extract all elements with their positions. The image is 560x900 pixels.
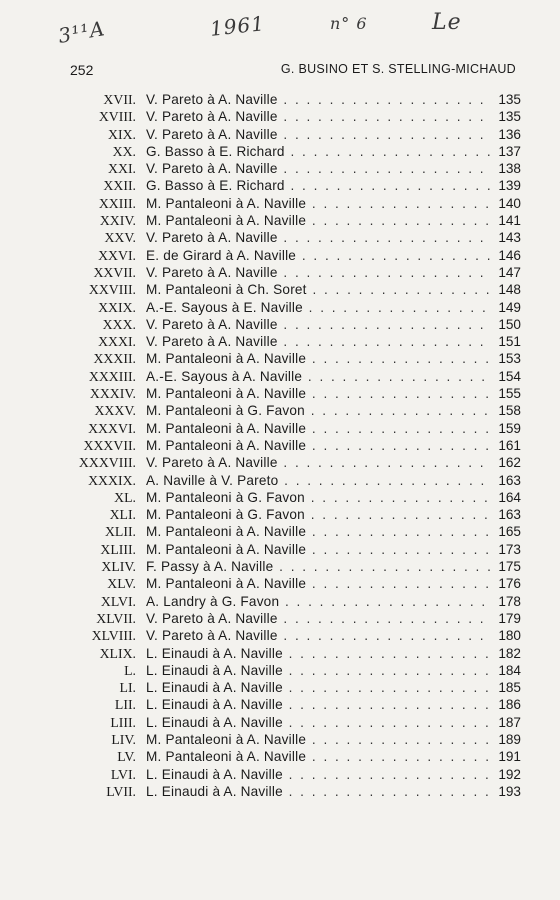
entry-title: M. Pantaleoni à Ch. Soret . . .: [146, 281, 491, 298]
entry-title: M. Pantaleoni à A. Naville . . .: [146, 385, 491, 402]
entry-title: M. Pantaleoni à A. Naville . . .: [146, 575, 491, 592]
entry-number: LVI.: [110, 766, 136, 782]
entry-title: L. Einaudi à A. Naville . . .: [146, 766, 491, 783]
entry-page: 135: [498, 92, 521, 107]
entry-number: XXXIV.: [89, 386, 136, 402]
entry-title: M. Pantaleoni à G. Favon . . .: [146, 402, 491, 419]
entry-number: XXIII.: [98, 195, 136, 211]
entry-title: V. Pareto à A. Naville . . .: [146, 108, 491, 125]
toc-entry: [70, 454, 521, 471]
entry-title: V. Pareto à A. Naville . . .: [146, 627, 491, 644]
entry-number: XXVII.: [93, 264, 136, 280]
entry-number: LII.: [114, 697, 136, 713]
handwritten-annotation: n° 6: [330, 14, 368, 33]
entry-title: V. Pareto à A. Naville . . .: [146, 126, 491, 143]
entry-page: 161: [498, 437, 521, 453]
entry-number: XXXVI.: [88, 420, 136, 436]
handwritten-annotation: 3¹¹A: [56, 16, 107, 48]
entry-page: 193: [498, 783, 521, 799]
entry-title: L. Einaudi à A. Naville . . .: [146, 783, 491, 800]
toc-entry: [70, 91, 521, 108]
entry-page: 186: [498, 697, 521, 713]
entry-number: L.: [124, 662, 136, 678]
entry-page: 149: [498, 299, 521, 315]
toc-entry: [70, 177, 521, 194]
entry-number: XVIII.: [98, 109, 136, 125]
toc-entry: [70, 160, 521, 177]
entry-title: V. Pareto à A. Naville . . .: [146, 610, 491, 627]
entry-page: 191: [498, 749, 521, 765]
toc-entry: [70, 195, 521, 212]
toc-entry: [70, 420, 521, 437]
entry-title: A.-E. Sayous à E. Naville . . .: [146, 299, 491, 316]
entry-page: 150: [498, 316, 521, 332]
toc-entry: [70, 575, 521, 592]
toc-entry: [70, 766, 521, 783]
page-header: [70, 62, 516, 82]
entry-title: L. Einaudi à A. Naville . . .: [146, 714, 491, 731]
entry-title: A.-E. Sayous à A. Naville . . .: [146, 368, 491, 385]
entry-title: M. Pantaleoni à G. Favon . . .: [146, 506, 491, 523]
entry-page: 148: [498, 282, 521, 298]
entry-page: 178: [498, 593, 521, 609]
entry-number: XXIV.: [99, 213, 136, 229]
entry-page: 184: [498, 662, 521, 678]
toc-entry: [70, 679, 521, 696]
entry-number: LI.: [119, 680, 136, 696]
entry-title: M. Pantaleoni à A. Naville . . .: [146, 541, 491, 558]
entry-title: M. Pantaleoni à A. Naville . . .: [146, 212, 491, 229]
entry-number: XXXIII.: [88, 368, 136, 384]
entry-number: LV.: [117, 749, 136, 765]
entry-title: L. Einaudi à A. Naville . . .: [146, 679, 491, 696]
toc-entry: [70, 731, 521, 748]
entry-title: M. Pantaleoni à A. Naville . . .: [146, 350, 491, 367]
entry-page: 185: [498, 680, 521, 696]
entry-number: XLIV.: [101, 559, 136, 575]
entry-title: V. Pareto à A. Naville . . .: [146, 454, 491, 471]
entry-number: XXIX.: [98, 299, 136, 315]
entry-page: 163: [498, 472, 521, 488]
toc-entry: [70, 541, 521, 558]
toc-entry: [70, 748, 521, 765]
toc-entry: [70, 627, 521, 644]
entry-number: XXV.: [104, 230, 136, 246]
entry-page: 151: [498, 334, 521, 350]
entry-title: M. Pantaleoni à A. Naville . . .: [146, 420, 491, 437]
entry-title: A. Landry à G. Favon . . .: [146, 593, 491, 610]
entry-page: 147: [498, 264, 521, 280]
entry-page: 164: [498, 489, 521, 505]
entry-page: 163: [498, 507, 521, 523]
entry-title: M. Pantaleoni à A. Naville . . .: [146, 195, 491, 212]
entry-page: 192: [498, 766, 521, 782]
toc-entry: [70, 126, 521, 143]
entry-title: G. Basso à E. Richard . . .: [146, 143, 491, 160]
entry-number: XIX.: [108, 126, 136, 142]
entry-number: XLV.: [107, 576, 136, 592]
entry-page: 143: [498, 230, 521, 246]
entry-page: 187: [498, 714, 521, 730]
entry-number: XXI.: [108, 161, 136, 177]
entry-page: 159: [498, 420, 521, 436]
toc-entry: [70, 472, 521, 489]
entry-title: V. Pareto à A. Naville . . .: [146, 264, 491, 281]
entry-page: 158: [498, 403, 521, 419]
entry-title: V. Pareto à A. Naville . . .: [146, 160, 491, 177]
entry-number: LVII.: [106, 783, 136, 799]
entry-page: 138: [498, 161, 521, 177]
entry-number: XXVIII.: [88, 282, 136, 298]
entry-title: A. Naville à V. Pareto . . .: [146, 472, 491, 489]
entry-number: LIV.: [111, 731, 136, 747]
entry-page: 189: [498, 731, 521, 747]
toc-entry: [70, 143, 521, 160]
entry-page: 180: [498, 628, 521, 644]
entry-title: M. Pantaleoni à A. Naville . . .: [146, 731, 491, 748]
toc-entry: [70, 316, 521, 333]
entry-page: 162: [498, 455, 521, 471]
toc-entry: [70, 350, 521, 367]
entry-number: XXXIX.: [88, 472, 136, 488]
entry-page: 153: [498, 351, 521, 367]
entry-number: XLIX.: [99, 645, 136, 661]
entry-number: XXXI.: [98, 334, 136, 350]
toc-entry: [70, 783, 521, 800]
toc-entry: [70, 108, 521, 125]
entry-title: V. Pareto à A. Naville . . .: [146, 316, 491, 333]
toc-entry: [70, 229, 521, 246]
entry-number: XLI.: [109, 507, 136, 523]
handwritten-annotation: 1961: [208, 11, 267, 41]
entry-title: M. Pantaleoni à A. Naville . . .: [146, 437, 491, 454]
entry-page: 139: [498, 178, 521, 194]
toc-entry: [70, 333, 521, 350]
entry-number: XXII.: [103, 178, 136, 194]
entry-number: XXXV.: [94, 403, 136, 419]
toc-entry: [70, 714, 521, 731]
toc-entry: [70, 247, 521, 264]
table-of-contents: [70, 91, 521, 800]
entry-page: 179: [498, 610, 521, 626]
toc-entry: [70, 696, 521, 713]
entry-number: XX.: [112, 143, 136, 159]
entry-number: LIII.: [110, 714, 136, 730]
entry-page: 173: [498, 541, 521, 557]
toc-entry: [70, 662, 521, 679]
page-number: 252: [70, 62, 94, 78]
entry-title: V. Pareto à A. Naville . . .: [146, 91, 491, 108]
entry-title: G. Basso à E. Richard . . .: [146, 177, 491, 194]
toc-entry: [70, 645, 521, 662]
toc-entry: [70, 610, 521, 627]
entry-title: M. Pantaleoni à G. Favon . . .: [146, 489, 491, 506]
toc-entry: [70, 212, 521, 229]
toc-entry: [70, 264, 521, 281]
entry-page: 182: [498, 645, 521, 661]
entry-page: 141: [498, 213, 521, 229]
entry-number: XL.: [114, 489, 136, 505]
entry-title: M. Pantaleoni à A. Naville . . .: [146, 523, 491, 540]
running-head: G. BUSINO ET S. STELLING-MICHAUD: [280, 62, 516, 76]
entry-title: L. Einaudi à A. Naville . . .: [146, 645, 491, 662]
entry-number: XXXII.: [93, 351, 136, 367]
entry-number: XXX.: [102, 316, 136, 332]
entry-page: 155: [498, 386, 521, 402]
entry-number: XLII.: [104, 524, 136, 540]
entry-number: XLIII.: [100, 541, 136, 557]
entry-page: 176: [498, 576, 521, 592]
entry-page: 135: [498, 109, 521, 125]
entry-title: M. Pantaleoni à A. Naville . . .: [146, 748, 491, 765]
entry-number: XVII.: [103, 92, 136, 107]
toc-entry: [70, 385, 521, 402]
toc-entry: [70, 506, 521, 523]
entry-number: XXVI.: [98, 247, 136, 263]
entry-title: E. de Girard à A. Naville . . .: [146, 247, 491, 264]
entry-title: V. Pareto à A. Naville . . .: [146, 229, 491, 246]
entry-title: L. Einaudi à A. Naville . . .: [146, 696, 491, 713]
toc-entry: [70, 281, 521, 298]
entry-page: 154: [498, 368, 521, 384]
entry-page: 137: [498, 143, 521, 159]
entry-title: F. Passy à A. Naville . . .: [146, 558, 491, 575]
toc-entry: [70, 368, 521, 385]
toc-entry: [70, 523, 521, 540]
toc-entry: [70, 299, 521, 316]
toc-entry: [70, 558, 521, 575]
toc-entry: [70, 402, 521, 419]
entry-page: 146: [498, 247, 521, 263]
entry-number: XLVI.: [100, 593, 136, 609]
entry-number: XLVIII.: [91, 628, 136, 644]
entry-number: XXXVII.: [83, 437, 136, 453]
entry-page: 165: [498, 524, 521, 540]
toc-entry: [70, 489, 521, 506]
entry-number: XXXVIII.: [78, 455, 136, 471]
toc-entry: [70, 593, 521, 610]
entry-title: V. Pareto à A. Naville . . .: [146, 333, 491, 350]
toc-entry: [70, 437, 521, 454]
entry-page: 175: [498, 559, 521, 575]
entry-page: 140: [498, 195, 521, 211]
entry-page: 136: [498, 126, 521, 142]
entry-title: L. Einaudi à A. Naville . . .: [146, 662, 491, 679]
handwritten-annotation: Le: [432, 10, 462, 35]
entry-number: XLVII.: [96, 610, 136, 626]
